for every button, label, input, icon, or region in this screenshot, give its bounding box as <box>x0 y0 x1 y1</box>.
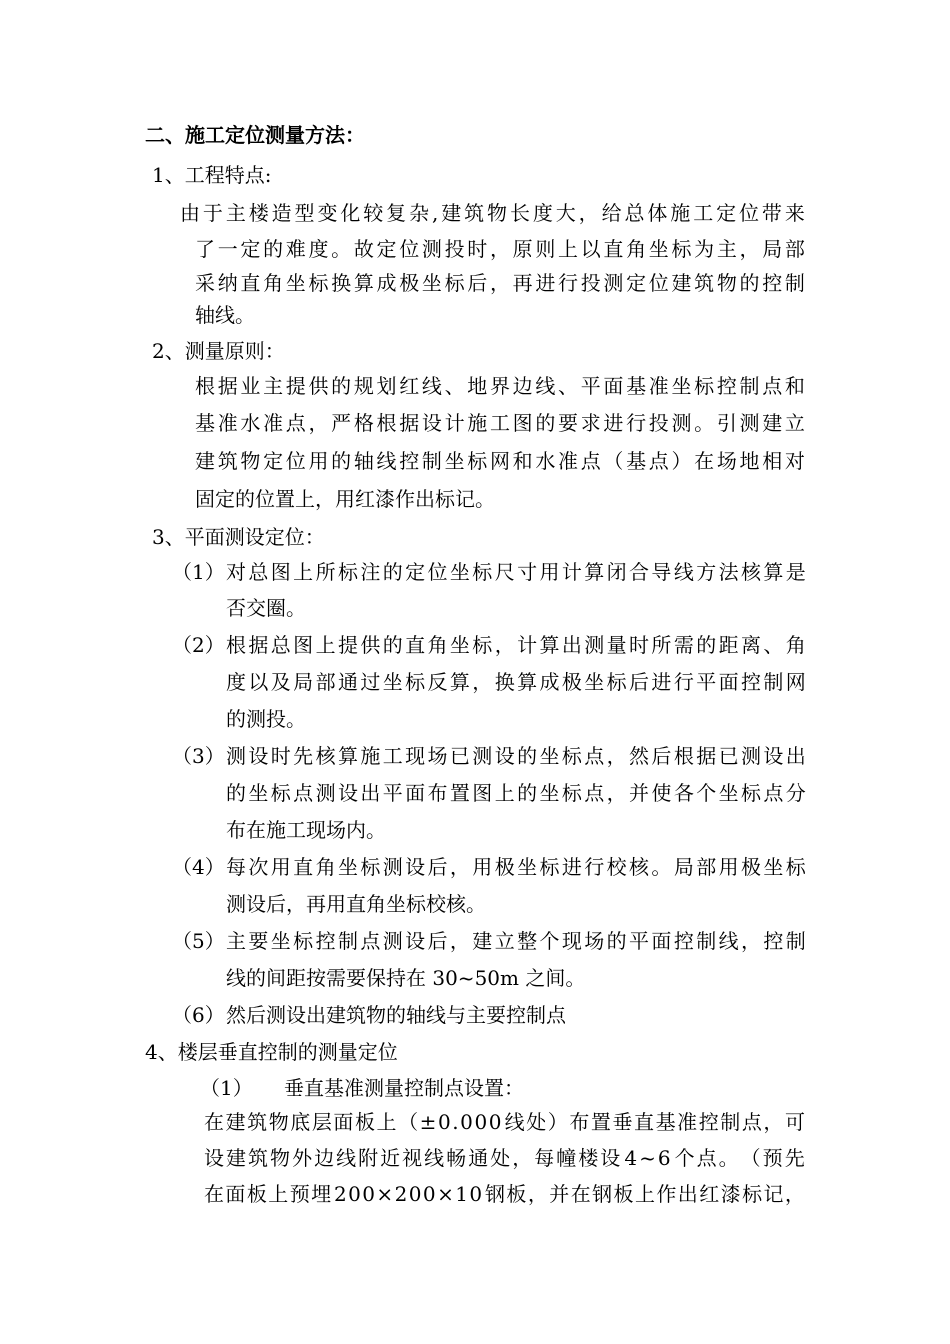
item-4-number: （4） <box>172 855 225 879</box>
section-2-line-1: 根 据 业 主 提 供 的 规 划 红 线 、 地 界 边 线 、 平 面 基 准 坐 标 控 制 点 和 <box>195 374 805 398</box>
subsection-title: 垂直基准测量控制点设置： <box>284 1076 524 1100</box>
section-4-line-2: 设 建 筑 物 外 边 线 附 近 视 线 畅 通 处 ， 每 幢 楼 设 4 ~ 6 个 点 。 （ 预 先 <box>204 1146 805 1170</box>
item-1-number: （1） <box>172 560 225 584</box>
section-3-title: 3、平面测设定位： <box>152 525 325 549</box>
section-2-title: 2、测量原则： <box>152 339 285 363</box>
section-2-line-4: 固定的位置上，用红漆作出标记。 <box>195 487 495 511</box>
item-5-line-2: 线的间距按需要保持在 30~50m 之间。 <box>226 966 586 990</box>
item-4-line-2: 测设后，再用直角坐标校核。 <box>226 892 486 916</box>
section-4-line-3: 在 面 板 上 预 埋 2 0 0 × 2 0 0 × 1 0 钢 板 ， 并 在 钢 板 上 作 出 红 漆 标 记 ， <box>204 1182 805 1206</box>
section-4-line-1: 在 建 筑 物 底 层 面 板 上 （ ± 0 . 0 0 0 线 处 ） 布 置 垂 直 基 准 控 制 点 ， 可 <box>204 1110 805 1134</box>
section-4-title: 4、楼层垂直控制的测量定位 <box>145 1040 398 1064</box>
item-5-number: （5） <box>172 929 225 953</box>
item-2-line-3: 的测投。 <box>226 707 306 731</box>
section-1-line-3: 采 纳 直 角 坐 标 换 算 成 极 坐 标 后 ， 再 进 行 投 测 定 位 建 筑 物 的 控 制 <box>195 271 805 295</box>
item-4-line-1: 每 次 用 直 角 坐 标 测 设 后 ， 用 极 坐 标 进 行 校 核 。 局 部 用 极 坐 标 <box>226 855 806 879</box>
item-3-line-2: 的 坐 标 点 测 设 出 平 面 布 置 图 上 的 坐 标 点 ， 并 使 各 个 坐 标 点 分 <box>226 781 806 805</box>
item-6-number: （6） <box>172 1003 225 1027</box>
subsection-number: （1） <box>200 1076 253 1100</box>
section-2-line-3: 建 筑 物 定 位 用 的 轴 线 控 制 坐 标 网 和 水 准 点 （ 基 点 ） 在 场 地 相 对 <box>195 449 805 473</box>
item-2-number: （2） <box>172 633 225 657</box>
item-3-line-1: 测 设 时 先 核 算 施 工 现 场 已 测 设 的 坐 标 点 ， 然 后 根 据 已 测 设 出 <box>226 744 806 768</box>
section-heading: 二、施工定位测量方法： <box>145 123 365 147</box>
item-2-line-2: 度 以 及 局 部 通 过 坐 标 反 算 ， 换 算 成 极 坐 标 后 进 行 平 面 控 制 网 <box>226 670 806 694</box>
item-1-line-1: 对 总 图 上 所 标 注 的 定 位 坐 标 尺 寸 用 计 算 闭 合 导 线 方 法 核 算 是 <box>226 560 806 584</box>
item-3-line-3: 布在施工现场内。 <box>226 818 386 842</box>
section-2-line-2: 基 准 水 准 点 ， 严 格 根 据 设 计 施 工 图 的 要 求 进 行 投 测 。 引 测 建 立 <box>195 411 805 435</box>
item-1-line-2: 否交圈。 <box>226 596 306 620</box>
item-6-line-1: 然后测设出建筑物的轴线与主要控制点 <box>226 1003 566 1027</box>
item-2-line-1: 根 据 总 图 上 提 供 的 直 角 坐 标 ， 计 算 出 测 量 时 所 需 的 距 离 、 角 <box>226 633 806 657</box>
section-1-line-2: 了 一 定 的 难 度 。 故 定 位 测 投 时 ， 原 则 上 以 直 角 坐 标 为 主 ， 局 部 <box>195 237 805 261</box>
item-3-number: （3） <box>172 744 225 768</box>
section-1-line-1: 由 于 主 楼 造 型 变 化 较 复 杂 , 建 筑 物 长 度 大 ， 给 总 体 施 工 定 位 带 来 <box>180 201 805 225</box>
section-1-line-4: 轴线。 <box>195 303 255 327</box>
item-5-line-1: 主 要 坐 标 控 制 点 测 设 后 ， 建 立 整 个 现 场 的 平 面 控 制 线 ， 控 制 <box>226 929 806 953</box>
section-1-title: 1、工程特点: <box>152 163 272 187</box>
